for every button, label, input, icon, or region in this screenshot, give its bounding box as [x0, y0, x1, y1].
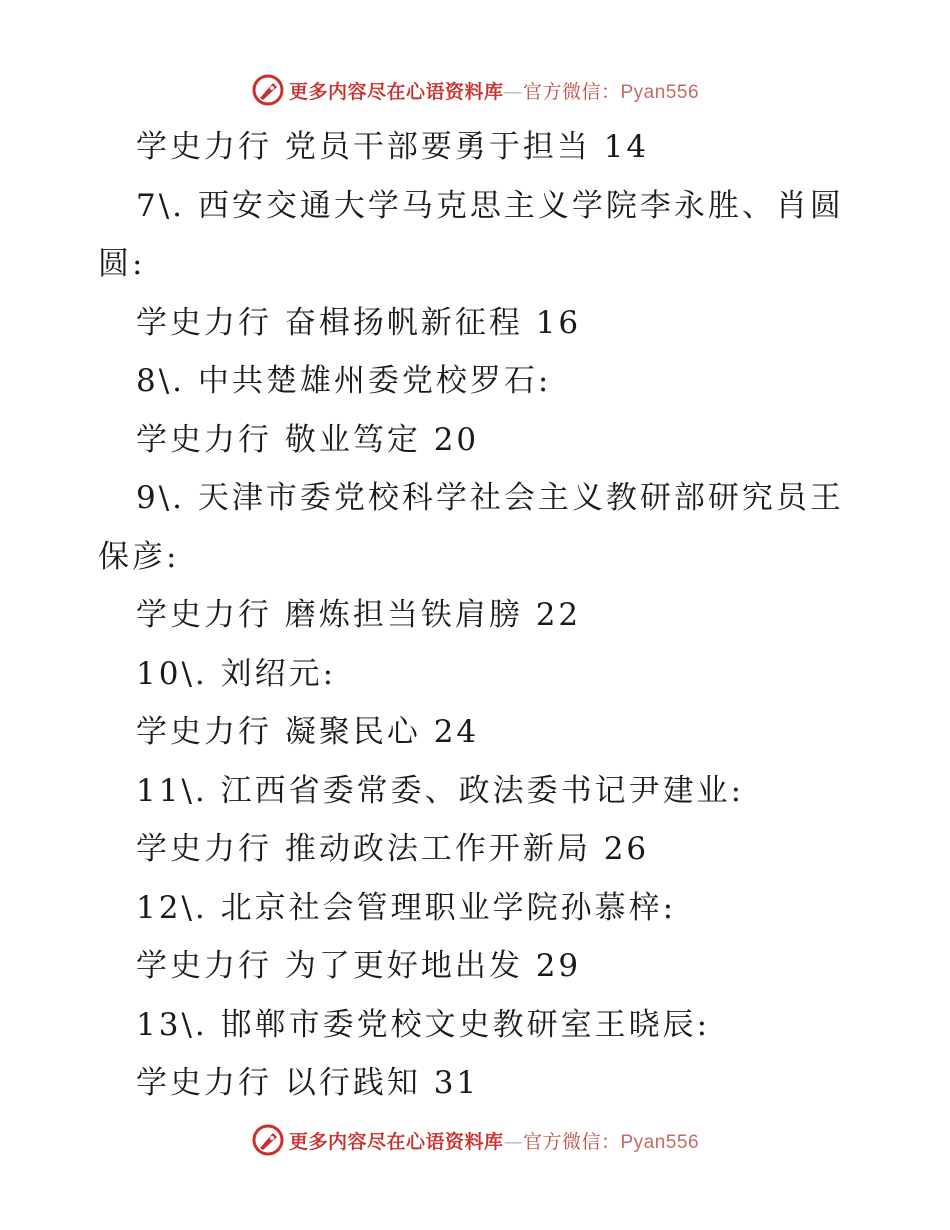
toc-line: 10\. 刘绍元:: [136, 655, 337, 692]
watermark-text: [289, 1127, 699, 1154]
pen-nib-logo-icon: [251, 73, 285, 107]
toc-line: 圆:: [98, 246, 146, 282]
toc-line: 学史力行 党员干部要勇于担当 14: [136, 129, 650, 165]
toc-line: 学史力行 以行践知 31: [136, 1065, 480, 1101]
watermark-brand: 更多内容尽在心语资料库: [288, 80, 504, 103]
toc-line: 11\. 江西省委常委、政法委书记尹建业:: [136, 772, 745, 809]
toc-line: 学史力行 奋楫扬帆新征程 16: [136, 304, 582, 341]
toc-line: 学史力行 凝聚民心 24: [136, 714, 480, 750]
toc-line: 保彦:: [98, 538, 180, 575]
watermark-official: 官方微信：: [522, 1130, 621, 1153]
toc-line: 学史力行 磨炼担当铁肩膀 22: [136, 597, 582, 633]
toc-line: 学史力行 为了更好地出发 29: [136, 948, 582, 984]
watermark-dash: —: [503, 1130, 523, 1153]
watermark-account: Pyan556: [620, 1131, 700, 1153]
toc-line: 12\. 北京社会管理职业学院孙慕梓:: [136, 889, 677, 926]
watermark-dash: —: [503, 80, 523, 103]
watermark-brand: 更多内容尽在心语资料库: [288, 1130, 504, 1153]
watermark-account: Pyan556: [620, 81, 700, 103]
toc-line: 学史力行 推动政法工作开新局 26: [136, 831, 650, 867]
toc-line: 9\. 天津市委党校科学社会主义教研部研究员王: [136, 480, 844, 516]
toc-line: 8\. 中共楚雄州委党校罗石:: [136, 363, 552, 399]
pen-nib-logo-icon: [251, 1123, 285, 1157]
watermark-banner-top: [0, 70, 950, 110]
toc-line: 学史力行 敬业笃定 20: [136, 421, 480, 458]
toc-line: 13\. 邯郸市委党校文史教研室王晓辰:: [136, 1006, 711, 1043]
watermark-official: 官方微信：: [522, 80, 621, 103]
watermark-text: [289, 77, 699, 104]
watermark-banner-bottom: [0, 1120, 950, 1160]
toc-line: 7\. 西安交通大学马克思主义学院李永胜、肖圆: [136, 187, 844, 224]
